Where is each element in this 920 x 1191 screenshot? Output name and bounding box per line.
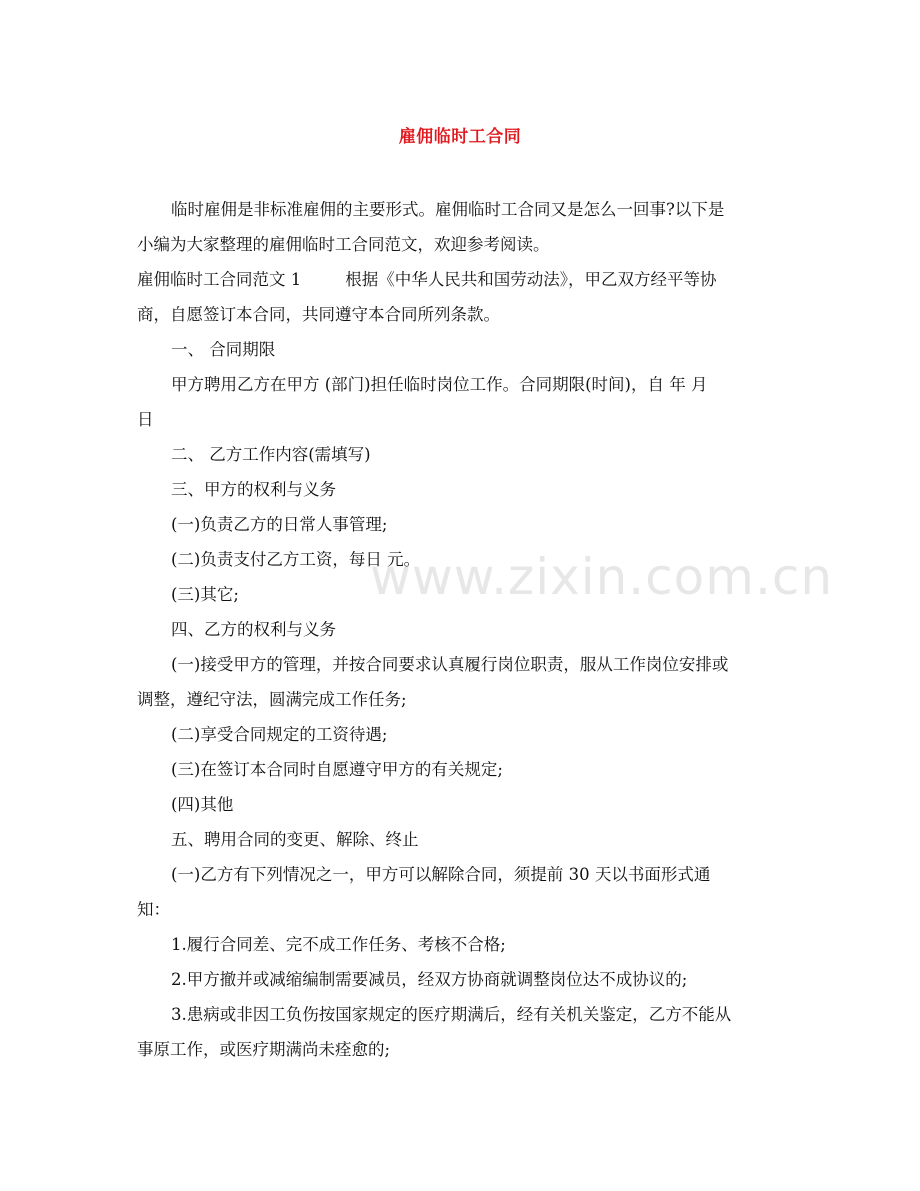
section-heading: 雇佣临时工合同范文 1 <box>137 270 302 289</box>
clause-item-continued: 调整，遵纪守法，圆满完成工作任务; <box>137 690 407 709</box>
document-title: 雇佣临时工合同 <box>398 127 522 147</box>
clause-item: 1.履行合同差、完不成工作任务、考核不合格; <box>171 935 506 954</box>
clause-heading: 四、乙方的权利与义务 <box>171 620 336 639</box>
paragraph-line: 临时雇佣是非标准雇佣的主要形式。雇佣临时工合同又是怎么一回事?以下是 <box>171 200 725 219</box>
clause-heading: 三、甲方的权利与义务 <box>171 480 336 499</box>
paragraph-line: 日 <box>137 410 154 429</box>
clause-heading: 五、聘用合同的变更、解除、终止 <box>171 830 419 849</box>
clause-item: 3.患病或非因工负伤按国家规定的医疗期满后，经有关机关鉴定，乙方不能从 <box>171 1005 732 1024</box>
paragraph-line: 小编为大家整理的雇佣临时工合同范文，欢迎参考阅读。 <box>137 235 550 254</box>
clause-item: (二)享受合同规定的工资待遇; <box>171 725 388 744</box>
clause-heading: 二、 乙方工作内容(需填写) <box>171 445 371 464</box>
clause-item: (一)接受甲方的管理，并按合同要求认真履行岗位职责，服从工作岗位安排或 <box>171 655 729 674</box>
clause-item: (三)在签订本合同时自愿遵守甲方的有关规定; <box>171 760 503 779</box>
paragraph-line <box>137 262 787 297</box>
document-body <box>137 192 787 1067</box>
paragraph-line: 甲方聘用乙方在甲方 (部门)担任临时岗位工作。合同期限(时间)，自 年 月 <box>171 375 708 394</box>
clause-item: (四)其他 <box>171 795 234 814</box>
clause-item-continued: 事原工作，或医疗期满尚未痊愈的; <box>137 1040 391 1059</box>
clause-item: (一)负责乙方的日常人事管理; <box>171 515 388 534</box>
paragraph-text: 根据《中华人民共和国劳动法》，甲乙双方经平等协 <box>345 270 717 289</box>
clause-item-continued: 知： <box>137 900 170 919</box>
clause-item: (二)负责支付乙方工资，每日 元。 <box>171 550 421 569</box>
clause-item: (一)乙方有下列情况之一，甲方可以解除合同，须提前 30 天以书面形式通 <box>171 865 711 884</box>
clause-item: 2.甲方撤并或减缩编制需要减员，经双方协商就调整岗位达不成协议的; <box>171 970 688 989</box>
clause-item: (三)其它; <box>171 585 239 604</box>
watermark: www.zixin.com.cn <box>370 548 834 606</box>
clause-heading: 一、 合同期限 <box>171 340 276 359</box>
paragraph-line: 商，自愿签订本合同，共同遵守本合同所列条款。 <box>137 305 500 324</box>
